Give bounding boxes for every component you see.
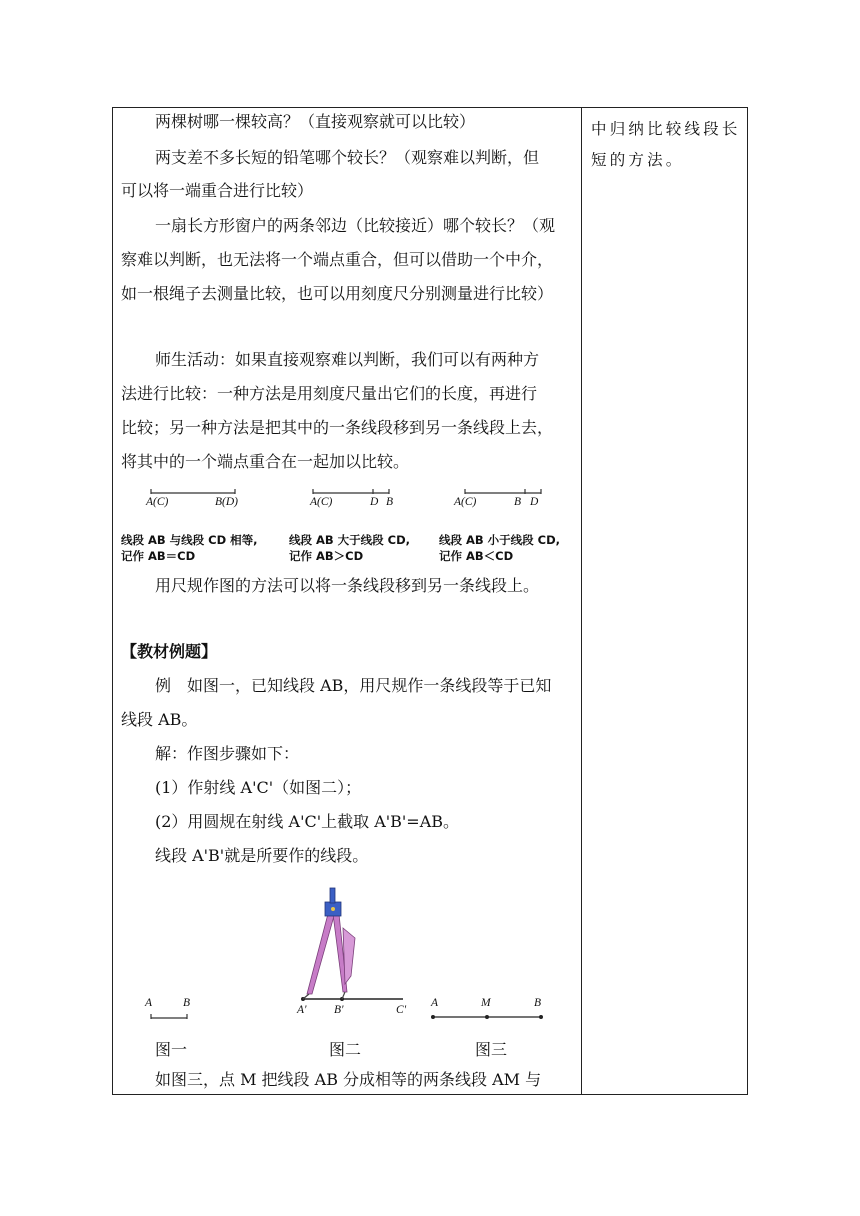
solution-intro: 解：作图步骤如下： (155, 744, 300, 763)
fig3-label-b: B (534, 997, 542, 1009)
figure-one-segment (151, 1012, 191, 1022)
paragraph-ruler-compass: 用尺规作图的方法可以将一条线段移到另一条线段上。 (155, 576, 540, 595)
solution-result: 线段 A'B'就是所要作的线段。 (155, 846, 369, 865)
solution-step-1: (1）作射线 A'C'（如图二）； (155, 778, 362, 797)
fig2-label-c-prime: C' (396, 1004, 407, 1016)
fig-gt-label-ac: A(C) (310, 496, 333, 508)
fig-lt-caption-1: 线段 AB 小于线段 CD, (439, 533, 561, 547)
solution-step-2: (2）用圆规在射线 A'C'上截取 A'B'=AB。 (155, 812, 460, 831)
fig-eq-caption-2: 记作 AB＝CD (121, 549, 196, 563)
fig2-label-b-prime: B' (334, 1004, 344, 1016)
fig-lt-caption-2: 记作 AB＜CD (439, 549, 514, 563)
paragraph-pencils-2: 可以将一端重合进行比较） (121, 181, 314, 200)
example-line-1: 例 如图一，已知线段 AB，用尺规作一条线段等于已知 (155, 676, 552, 695)
fig-gt-caption-1: 线段 AB 大于线段 CD, (289, 533, 411, 547)
paragraph-window-3: 如一根绳子去测量比较，也可以用刻度尺分别测量进行比较） (121, 284, 554, 303)
section-heading: 【教材例题】 (121, 642, 218, 661)
paragraph-pencils-1: 两支差不多长短的铅笔哪个较长？（观察难以判断，但 (155, 148, 540, 167)
design-intent-cell: 中归纳比较线段长短的方法。 (591, 120, 741, 169)
fig-eq-label-bd: B(D) (215, 496, 238, 508)
fig-lt-label-ac: A(C) (454, 496, 477, 508)
figure-one-caption: 图一 (155, 1040, 188, 1059)
paragraph-window-1: 一扇长方形窗户的两条邻边（比较接近）哪个较长？（观 (155, 216, 556, 235)
paragraph-activity-4: 将其中的一个端点重合在一起加以比较。 (121, 452, 410, 471)
fig-eq-caption-1: 线段 AB 与线段 CD 相等, (121, 533, 258, 547)
lesson-table (112, 107, 748, 1095)
example-line-2: 线段 AB。 (121, 710, 198, 729)
fig-gt-label-d: D (370, 496, 379, 508)
fig-eq-label-ac: A(C) (146, 496, 169, 508)
paragraph-activity-1: 师生活动：如果直接观察难以判断，我们可以有两种方 (155, 350, 540, 369)
fig-gt-label-b: B (386, 496, 394, 508)
paragraph-activity-2: 法进行比较：一种方法是用刻度尺量出它们的长度，再进行 (121, 384, 538, 403)
figure-three-midpoint (431, 1012, 547, 1022)
fig-lt-label-d: D (530, 496, 539, 508)
paragraph-midpoint: 如图三，点 M 把线段 AB 分成相等的两条线段 AM 与 (155, 1070, 542, 1089)
fig1-label-b: B (183, 997, 191, 1009)
fig-gt-caption-2: 记作 AB＞CD (289, 549, 364, 563)
fig-lt-label-b: B (514, 496, 522, 508)
fig3-label-m: M (481, 997, 491, 1009)
fig1-label-a: A (145, 997, 153, 1009)
paragraph-trees: 两棵树哪一棵较高？（直接观察就可以比较） (155, 112, 476, 131)
figure-two-caption: 图二 (329, 1040, 362, 1059)
paragraph-window-2: 察难以判断，也无法将一个端点重合，但可以借助一个中介， (121, 250, 554, 269)
paragraph-activity-3: 比较；另一种方法是把其中的一条线段移到另一条线段上去， (121, 418, 554, 437)
column-divider (581, 108, 582, 1094)
figure-three-caption: 图三 (475, 1040, 508, 1059)
figure-two-compass (293, 886, 413, 1002)
fig3-label-a: A (431, 997, 439, 1009)
fig2-label-a-prime: A' (297, 1004, 307, 1016)
